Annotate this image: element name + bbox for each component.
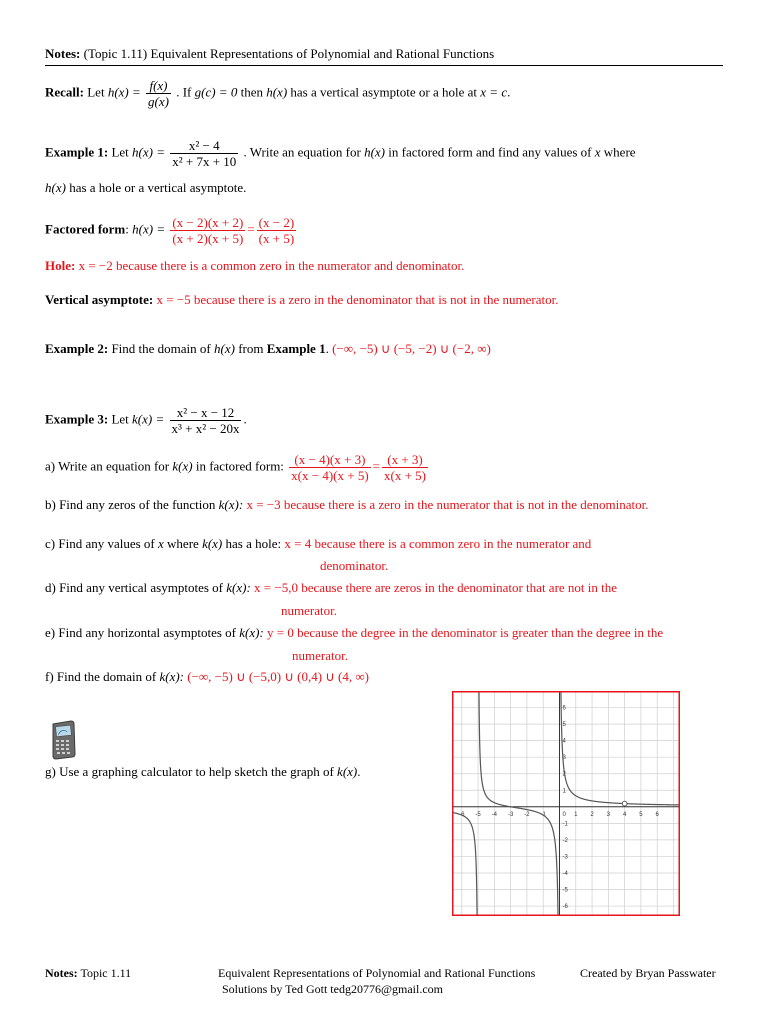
- qa-fraction-1: [289, 452, 370, 483]
- example3-fraction: [170, 405, 242, 436]
- example3-end: .: [243, 411, 247, 427]
- factored-numerator-1: (x − 2)(x + 2): [172, 215, 244, 230]
- qe-kx: k(x):: [239, 625, 264, 640]
- example1-text3: where: [603, 144, 636, 160]
- x-tick-label: -2: [524, 811, 530, 818]
- qb-kx: k(x):: [218, 497, 244, 512]
- qa-kx: k(x): [172, 458, 193, 474]
- footer-topic: Topic 1.11: [80, 966, 132, 980]
- qc-prefix: c) Find any values of: [45, 536, 155, 551]
- example1-label: Example 1:: [45, 144, 109, 160]
- example3-label: Example 3:: [45, 411, 109, 427]
- qa-rest: in factored form:: [195, 458, 284, 474]
- recall-then: then: [240, 84, 263, 100]
- question-c: [45, 536, 591, 552]
- va-label: Vertical asymptote:: [45, 292, 154, 307]
- question-f: [45, 669, 369, 685]
- y-tick-label: -6: [562, 904, 568, 911]
- qf-prefix: f) Find the domain of: [45, 669, 157, 684]
- x-tick-label: 1: [574, 811, 578, 818]
- hole-marker: [622, 801, 627, 806]
- factored-denominator-1: (x + 2)(x + 5): [172, 231, 244, 246]
- factored-fraction-2: [257, 215, 297, 246]
- curve-branch-left: [452, 812, 478, 916]
- header-title: (Topic 1.11) Equivalent Representations of Polynomial and Rational Functions: [83, 46, 495, 61]
- recall-xc: x = c: [480, 84, 508, 100]
- example2-from: from: [238, 341, 264, 356]
- question-b: [45, 497, 648, 513]
- example1-line2: [45, 180, 246, 196]
- y-tick-label: 2: [562, 771, 566, 778]
- y-tick-label: -1: [562, 821, 568, 828]
- y-tick-label: 4: [562, 738, 566, 745]
- example2-ref: Example 1: [266, 341, 326, 356]
- qg-end: .: [357, 764, 361, 779]
- recall-condition: g(c) = 0: [194, 84, 238, 100]
- footer-title: Equivalent Representations of Polynomial and Rational Functions: [218, 966, 536, 980]
- page-header: [45, 46, 494, 62]
- qc-x: x: [158, 536, 164, 551]
- curve-branch-right: [560, 691, 680, 805]
- example1-line: [45, 138, 636, 169]
- qa-prefix: a) Write an equation for: [45, 458, 170, 474]
- example3-lhs: k(x) =: [132, 411, 165, 427]
- example3-numerator: x² − x − 12: [170, 405, 242, 421]
- recall-denominator: g(x): [148, 94, 169, 109]
- qa-denominator-2: x(x + 5): [384, 468, 426, 483]
- header-rule: [45, 65, 723, 66]
- example1-text2: in factored form and find any values of: [388, 144, 592, 160]
- example1-lhs: h(x) =: [132, 144, 165, 160]
- example2-label: Example 2:: [45, 341, 109, 356]
- qd-answer-line2: numerator.: [281, 603, 337, 618]
- recall-fraction: [146, 78, 171, 109]
- example1-let: Let: [111, 144, 129, 160]
- x-tick-label: -5: [475, 811, 481, 818]
- y-tick-label: -2: [562, 837, 568, 844]
- hole-label: Hole:: [45, 258, 76, 273]
- x-tick-label: 2: [590, 811, 594, 818]
- va-answer: x = −5 because there is a zero in the denominator that is not in the numerator.: [156, 292, 559, 307]
- factored-label: Factored form: [45, 221, 126, 237]
- factored-denominator-2: (x + 5): [258, 231, 295, 246]
- example1-denominator: x² + 7x + 10: [172, 154, 237, 169]
- question-a: [45, 452, 430, 483]
- qc-where: where: [167, 536, 199, 551]
- y-tick-label: -5: [562, 887, 568, 894]
- graph-border: [453, 692, 680, 916]
- origin-label: 0: [562, 811, 566, 818]
- qd-prefix: d) Find any vertical asymptotes of: [45, 580, 223, 595]
- recall-end: .: [507, 84, 511, 100]
- question-g: [45, 764, 361, 780]
- x-tick-label: -3: [507, 811, 514, 818]
- example1-hx: h(x): [364, 144, 386, 160]
- example1-text1: . Write an equation for: [243, 144, 361, 160]
- recall-numerator: f(x): [146, 78, 171, 94]
- recall-if: . If: [176, 84, 192, 100]
- y-tick-label: 1: [562, 788, 566, 795]
- footer-label: Notes:: [45, 966, 78, 980]
- graph-panel: [452, 691, 680, 916]
- example2-hx: h(x): [214, 341, 235, 356]
- qc-answer-line2: denominator.: [320, 558, 389, 573]
- qa-denominator-1: x(x − 4)(x + 5): [291, 468, 369, 483]
- footer-solutions: Solutions by Ted Gott tedg20776@gmail.com: [222, 982, 443, 996]
- qf-kx: k(x):: [159, 669, 184, 684]
- x-tick-label: -6: [459, 811, 465, 818]
- recall-label: Recall:: [45, 84, 84, 100]
- question-d: [45, 580, 617, 596]
- qa-equals: =: [372, 458, 380, 474]
- example2-line: [45, 341, 491, 357]
- qc-rest: has a hole:: [225, 536, 282, 551]
- hole-line: [45, 258, 464, 274]
- example3-denominator: x³ + x² − 20x: [171, 421, 240, 436]
- vertical-asymptote-line: [45, 292, 558, 308]
- footer-left: [45, 966, 131, 981]
- recall-rest: has a vertical asymptote or a hole at: [290, 84, 478, 100]
- y-tick-label: -3: [562, 854, 568, 861]
- footer-credit: Created by Bryan Passwater: [580, 966, 716, 980]
- recall-let: Let: [87, 84, 105, 100]
- curve-branch-middle: [478, 691, 559, 916]
- factored-colon: :: [125, 221, 129, 237]
- y-tick-label: -4: [562, 870, 568, 877]
- y-tick-label: 5: [562, 722, 566, 729]
- recall-line: [45, 78, 510, 109]
- qc-kx: k(x): [202, 536, 223, 551]
- qa-numerator-2: (x + 3): [382, 452, 428, 468]
- example2-answer: (−∞, −5) ∪ (−5, −2) ∪ (−2, ∞): [332, 341, 491, 356]
- example3-let: Let: [111, 411, 129, 427]
- factored-numerator-2: (x − 2): [258, 215, 295, 230]
- factored-lhs: h(x) =: [132, 221, 166, 237]
- x-tick-label: 5: [639, 811, 643, 818]
- qg-prefix: g) Use a graphing calculator to help sketch the graph of: [45, 764, 334, 779]
- qd-kx: k(x):: [226, 580, 251, 595]
- example1-numerator: x² − 4: [170, 138, 238, 154]
- y-tick-label: 3: [562, 755, 566, 762]
- example1-line2-text: has a hole or a vertical asymptote.: [69, 180, 247, 195]
- recall-hx: h(x): [266, 84, 288, 100]
- example1-x: x: [594, 144, 601, 160]
- factored-line: [45, 215, 298, 246]
- qe-prefix: e) Find any horizontal asymptotes of: [45, 625, 236, 640]
- qc-answer-line1: x = 4 because there is a common zero in the numerator and: [284, 536, 592, 551]
- qf-answer: (−∞, −5) ∪ (−5,0) ∪ (0,4) ∪ (4, ∞): [187, 669, 369, 684]
- y-tick-label: 6: [562, 705, 566, 712]
- x-tick-label: 4: [622, 811, 627, 818]
- x-tick-label: -1: [540, 811, 546, 818]
- qd-answer-line1: x = −5,0 because there are zeros in the denominator that are not in the: [254, 580, 618, 595]
- qa-fraction-2: [382, 452, 428, 483]
- qb-answer: x = −3 because there is a zero in the numerator that is not in the denominator.: [246, 497, 649, 512]
- qe-answer-line1: y = 0 because the degree in the denominator is greater than the degree in the: [267, 625, 664, 640]
- qg-kx: k(x): [337, 764, 358, 779]
- graph-svg: [452, 691, 680, 916]
- qe-answer-line2: numerator.: [292, 648, 348, 663]
- recall-lhs: h(x) =: [107, 84, 141, 100]
- header-label: Notes:: [45, 46, 81, 61]
- example1-line2-hx: h(x): [45, 180, 66, 195]
- x-tick-label: 6: [655, 811, 659, 818]
- question-e: [45, 625, 663, 641]
- x-tick-label: -4: [491, 811, 498, 818]
- qa-numerator-1: (x − 4)(x + 3): [289, 452, 370, 468]
- example1-fraction: [170, 138, 238, 169]
- hole-answer: x = −2 because there is a common zero in the numerator and denominator.: [78, 258, 465, 273]
- example2-dot: .: [325, 341, 329, 356]
- graphing-calculator-icon: [48, 720, 78, 760]
- factored-fraction-1: [170, 215, 245, 246]
- qb-prefix: b) Find any zeros of the function: [45, 497, 216, 512]
- factored-equals: =: [247, 221, 255, 237]
- example2-text1: Find the domain of: [111, 341, 211, 356]
- example3-line: [45, 405, 247, 436]
- x-tick-label: 3: [606, 811, 611, 818]
